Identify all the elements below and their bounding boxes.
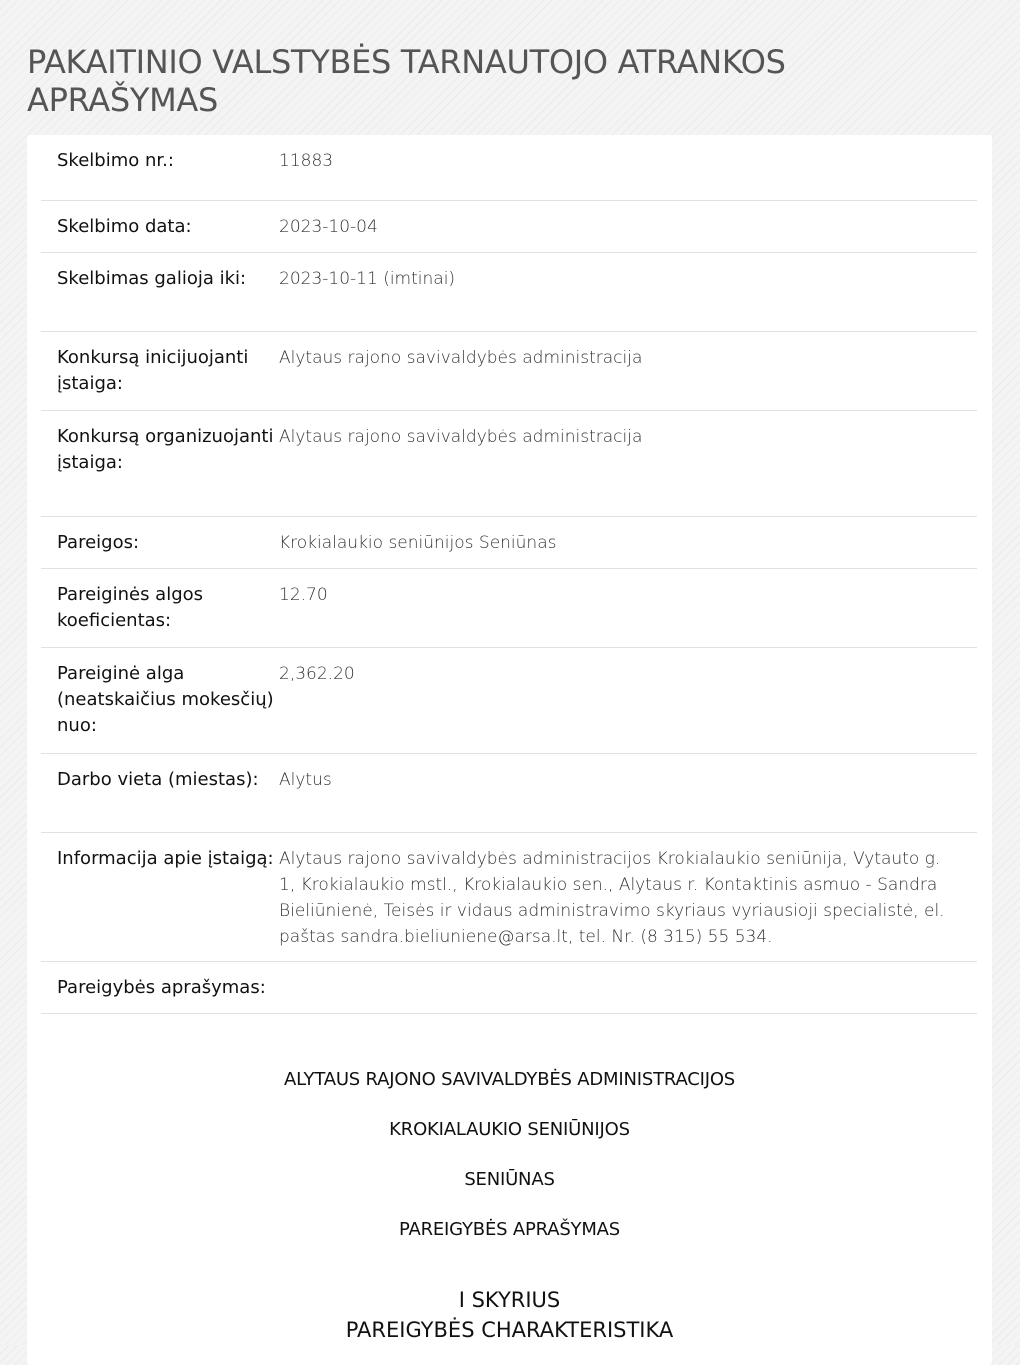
- table-row: [41, 201, 977, 253]
- table-row: [41, 253, 977, 332]
- announcement-card: [27, 135, 992, 1365]
- row-label-position-description: Pareigybės aprašymas:: [57, 977, 266, 998]
- row-value-organizing-institution: Alytaus rajono savivaldybės administracija: [279, 427, 643, 447]
- table-row: [41, 962, 977, 1014]
- row-value-ad-date: 2023-10-04: [279, 217, 378, 237]
- row-label-organizing-institution: Konkursą organizuojanti įstaiga:: [57, 426, 274, 473]
- row-label-ad-number: Skelbimo nr.:: [57, 150, 174, 171]
- document-heading-position: SENIŪNAS: [464, 1169, 555, 1190]
- row-value-position: Krokialaukio seniūnijos Seniūnas: [279, 533, 557, 553]
- row-value-workplace-city: Alytus: [279, 770, 332, 790]
- table-row: [41, 517, 977, 569]
- chapter-title: PAREIGYBĖS CHARAKTERISTIKA: [345, 1318, 674, 1342]
- row-label-ad-date: Skelbimo data:: [57, 216, 192, 237]
- position-description-document: [27, 1067, 992, 1345]
- row-value-valid-until: 2023-10-11 (imtinai): [279, 269, 456, 289]
- row-label-workplace-city: Darbo vieta (miestas):: [57, 769, 259, 790]
- row-label-salary: Pareiginė alga (neatskaičius mokesčių) nuo:: [57, 663, 274, 736]
- document-heading-eldership: KROKIALAUKIO SENIŪNIJOS: [389, 1119, 630, 1140]
- table-row: [41, 833, 977, 962]
- row-value-salary: 2,362.20: [279, 664, 355, 684]
- table-row: [41, 648, 977, 754]
- table-row: [41, 332, 977, 411]
- table-row: [41, 411, 977, 517]
- details-table: [41, 135, 977, 1014]
- row-value-institution-info: Alytaus rajono savivaldybės administracijos Krokialaukio seniūnija, Vytauto g. 1, Krokialaukio mstl., Krokialaukio sen., Alytaus r. Kontaktinis asmuo - Sandra Bieliūnienė, Teisės ir vidaus administravimo skyriaus vyriausioji specialistė, el. paštas sandra.bieliuniene@arsa.lt, tel. Nr. (8 315) 55 534.: [279, 849, 945, 947]
- table-row: [41, 135, 977, 201]
- row-label-salary-coefficient: Pareiginės algos koeficientas:: [57, 584, 204, 631]
- row-value-initiating-institution: Alytaus rajono savivaldybės administracija: [279, 348, 643, 368]
- table-row: [41, 569, 977, 648]
- page-title: PAKAITINIO VALSTYBĖS TARNAUTOJO ATRANKOS APRAŠYMAS: [27, 43, 786, 119]
- table-row: [41, 754, 977, 833]
- document-heading-administration: ALYTAUS RAJONO SAVIVALDYBĖS ADMINISTRACIJOS: [283, 1069, 736, 1090]
- row-value-salary-coefficient: 12.70: [279, 585, 328, 605]
- chapter-number: I SKYRIUS: [458, 1288, 561, 1312]
- row-value-ad-number: 11883: [279, 151, 334, 171]
- row-label-initiating-institution: Konkursą inicijuojanti įstaiga:: [57, 347, 249, 394]
- row-label-institution-info: Informacija apie įstaigą:: [57, 848, 274, 869]
- document-heading-description: PAREIGYBĖS APRAŠYMAS: [398, 1219, 621, 1240]
- row-label-position: Pareigos:: [57, 532, 140, 553]
- row-label-valid-until: Skelbimas galioja iki:: [57, 268, 247, 289]
- row-value-position-description: [266, 975, 961, 1003]
